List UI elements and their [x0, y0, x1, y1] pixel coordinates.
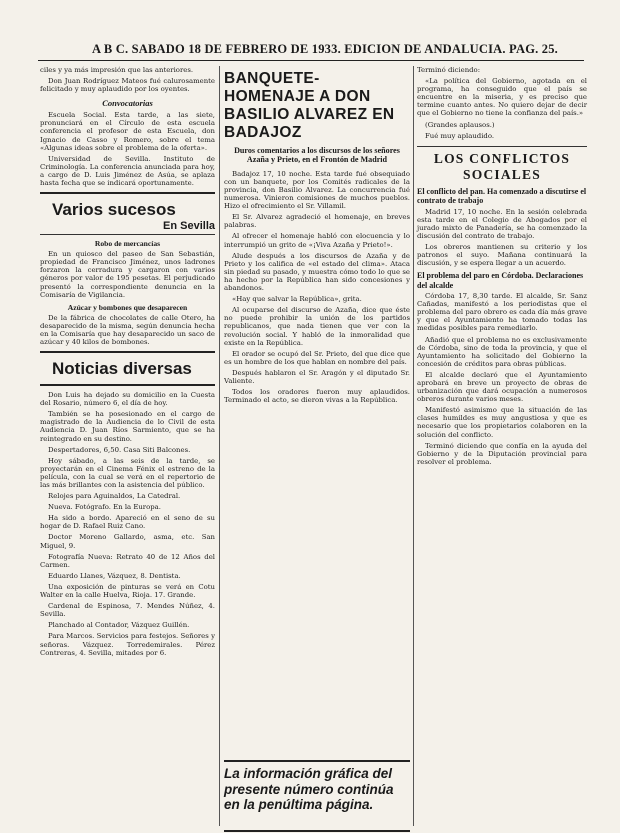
paro-paragraph: Añadió que el problema no es exclusivamente de Córdoba, sino de toda la provincia, y que el Ayuntamiento ha solicitado del Gobierno la concesión de créditos para obras públicas. — [417, 335, 587, 368]
top-paragraph: Terminó diciendo: — [417, 66, 481, 74]
page-header: A B C. SABADO 18 DE FEBRERO DE 1933. EDICION DE ANDALUCIA. PAG. 25. — [92, 42, 558, 56]
top-line-1: ciles y ya más impresión que las anteriores. — [40, 66, 194, 74]
convocatorias-paragraph: Universidad de Sevilla. Instituto de Criminología. La conferencia anunciada para hoy, a cargo de D. Luis Jiménez de Asúa, se aplaza hasta fecha que se indicará oportunamente. — [40, 154, 215, 188]
varios-sucesos-heading: Varios sucesos — [52, 200, 176, 220]
noticia-paragraph: Nueva. Fotógrafo. En la Europa. — [48, 503, 161, 512]
noticia-paragraph: Fotografía Nueva: Retrato 40 de 12 Años del Carmen. — [40, 552, 215, 569]
column-right — [417, 66, 587, 469]
banquete-paragraph: Todos los oradores fueron muy aplaudidos. Terminado el acto, se dieron vivas a la República. — [224, 388, 410, 405]
banquete-paragraph: Al ocuparse del discurso de Azaña, dice que éste no puede prohibir la unión de los partidos republicanos, que nada tienen que ver con la revolución social. Y habló de la inmoralidad que existe en la República. — [224, 306, 410, 347]
pan-paragraph: Madrid 17, 10 noche. En la sesión celebrada esta tarde en el Colegio de Abogados por el jurado mixto de Panadería, se ha comenzado la discusión del contrato de trabajo. — [417, 207, 587, 240]
banquete-paragraph: Alude después a los discursos de Azaña y de Prieto y los califica de «el estado del clima». Ataca sin piedad su pasado, y muestra cómo todo lo que se ha hecho por la República han sido concesiones y abandonos. — [224, 251, 410, 293]
top-paragraph: (Grandes aplausos.) — [425, 120, 495, 129]
top-paragraph: «La política del Gobierno, agotada en el programa, ha conseguido que el país se encuentre en la miseria, y es preciso que termine cuanto antes. No quiero dejar de decir que el Gobierno no tiene la confianza del país.» — [417, 77, 587, 118]
noticia-paragraph: Doctor Moreno Gallardo, asma, etc. San Miguel, 9. — [40, 533, 215, 550]
banquete-paragraph: Después hablaron el Sr. Aragón y el diputado Sr. Valiente. — [224, 368, 410, 385]
section-rule — [40, 384, 215, 386]
paro-heading: El problema del paro en Córdoba. Declaraciones del alcalde — [417, 271, 584, 290]
banquete-paragraph: Badajoz 17, 10 noche. Esta tarde fué obsequiado con un banquete, por los Comités radicales de la provincia, don Basilio Alvarez. La concurrencia fué numerosa. Vinieron comisiones de muchos pueblos. Hizo el ofrecimiento el Sr. Villamil. — [224, 169, 410, 211]
banquete-headline: BANQUETE-HOMENAJE A DON BASILIO ALVAREZ EN BADAJOZ — [224, 70, 395, 141]
pan-paragraph: Los obreros mantienen su criterio y los patronos el suyo. Mañana continuará la discusión, y se espera llegar a un acuerdo. — [417, 242, 587, 268]
noticia-paragraph: Planchado al Contador, Vázquez Guillén. — [48, 621, 190, 630]
top-line-2: Don Juan Rodríguez Mateos fué calurosamente felicitado y muy aplaudido por los oyentes. — [40, 77, 215, 94]
paro-paragraph: Córdoba 17, 8,30 tarde. El alcalde, Sr. Sanz Cañadas, manifestó a los periodistas que el problema del paro obrero es cada día más grave y que el Ayuntamiento ha tomado todas las medidas posibles para remediarlo. — [417, 292, 587, 333]
convocatorias-paragraph: Escuela Social. Esta tarde, a las siete, pronunciará en el Círculo de esta escuela conferencia el profesor de esta Escuela, don Ignacio de Casso y Romero, sobre el tema «Algunas ideas sobre el problema de la oferta». — [40, 111, 215, 152]
noticia-paragraph: Cardenal de Espinosa, 7. Mendes Núñez, 4. Sevilla. — [40, 602, 215, 619]
noticia-paragraph: Para Marcos. Servicios para festejos. Señores y señoras. Vázquez. Torredemirales. Pérez Contreras, 4. Sevilla, mitades por 6. — [40, 632, 215, 657]
robo-heading: Robo de mercancías — [94, 239, 161, 249]
column-middle — [224, 66, 410, 756]
banquete-paragraph: Al ofrecer el homenaje habló con elocuencia y lo interrumpió un grito de «¡Viva Azaña y Prieto!». — [224, 232, 410, 249]
azucar-heading: Azúcar y bombones que desaparecen — [67, 302, 188, 312]
noticia-paragraph: Una exposición de pinturas se verá en Cotu Walter en la calle Huelva, Rioja. 17. Grande. — [40, 582, 215, 600]
noticia-paragraph: Don Luis ha dejado su domicilio en la Cuesta del Rosario, número 6, el día de hoy. — [40, 391, 215, 408]
column-left — [40, 66, 215, 660]
pan-heading: El conflicto del pan. Ha comenzado a discutirse el contrato de trabajo — [417, 186, 587, 206]
section-rule — [40, 192, 215, 194]
noticia-paragraph: Relojes para Aguinaldos, La Catedral. — [48, 492, 181, 501]
section-rule — [40, 351, 215, 353]
paro-paragraph: El alcalde declaró que el Ayuntamiento aprobará en breve un proyecto de obras de urbanización que dará ocupación a numerosos obreros durante varios meses. — [417, 370, 587, 404]
paro-paragraph: Manifestó asimismo que la situación de las clases humildes es muy angustiosa y que es necesario que los propietarios colaboren en la solución del conflicto. — [417, 406, 587, 439]
banquete-paragraph: «Hay que salvar la República», grita. — [232, 295, 362, 304]
en-sevilla-subheading: En Sevilla — [40, 220, 215, 235]
noticia-paragraph: Hoy sábado, a las seis de la tarde, se proyectarán en el Cinema Fénix el estreno de la película, con la cual se verá en el repertorio de las más brillantes con la asistencia del público. — [40, 456, 215, 489]
noticia-paragraph: Ha sido a bordo. Apareció en el seno de su hogar de D. Rafael Ruiz Cano. — [40, 514, 215, 531]
convocatorias-heading: Convocatorias — [102, 98, 153, 109]
promo-box: La información gráfica del presente número continúa en la penúltima página. — [224, 760, 410, 832]
column-divider-1 — [219, 66, 220, 826]
noticia-paragraph: También se ha posesionado en el cargo de magistrado de la Audiencia de lo Civil de esta Audiencia D. Juan Ríos Sarmiento, que se ha reintegrado en su destino. — [40, 410, 215, 443]
paro-paragraph: Terminó diciendo que confía en la ayuda del Gobierno y de la Diputación provincial para resolver el problema. — [417, 441, 587, 466]
banquete-lead: Duros comentarios a los discursos de los señores Azaña y Prieto, en el Frontón de Madrid — [234, 146, 400, 165]
banquete-paragraph: El Sr. Alvarez agradeció el homenaje, en breves palabras. — [224, 213, 410, 230]
conflictos-headline: LOS CONFLICTOS SOCIALES — [417, 146, 587, 183]
header-rule — [38, 60, 584, 61]
noticias-diversas-heading: Noticias diversas — [52, 359, 192, 379]
noticia-paragraph: Eduardo Llanes, Vázquez, 8. Dentista. — [48, 571, 181, 580]
top-paragraph: Fué muy aplaudido. — [425, 131, 495, 140]
azucar-paragraph: De la fábrica de chocolates de calle Otero, ha desaparecido de la misma, según denuncia hecha en la Comisaría que hay desaparecido un saco de azúcar y 40 kilos de bombones. — [40, 313, 215, 346]
robo-paragraph: En un quiosco del paseo de San Sebastián, propiedad de Francisco Jiménez, unos ladrones forzaron la cerradura y cargaron con varios géneros por valor de 195 pesetas. El perjudicado presentó la correspondiente denuncia en la Comisaría de Vigilancia. — [40, 250, 215, 299]
column-divider-2 — [413, 66, 414, 826]
banquete-paragraph: El orador se ocupó del Sr. Prieto, del que dice que es un hombre de los que hablan en nombre del país. — [224, 349, 410, 366]
noticia-paragraph: Despertadores, 6,50. Casa Siti Balcones. — [48, 445, 191, 454]
